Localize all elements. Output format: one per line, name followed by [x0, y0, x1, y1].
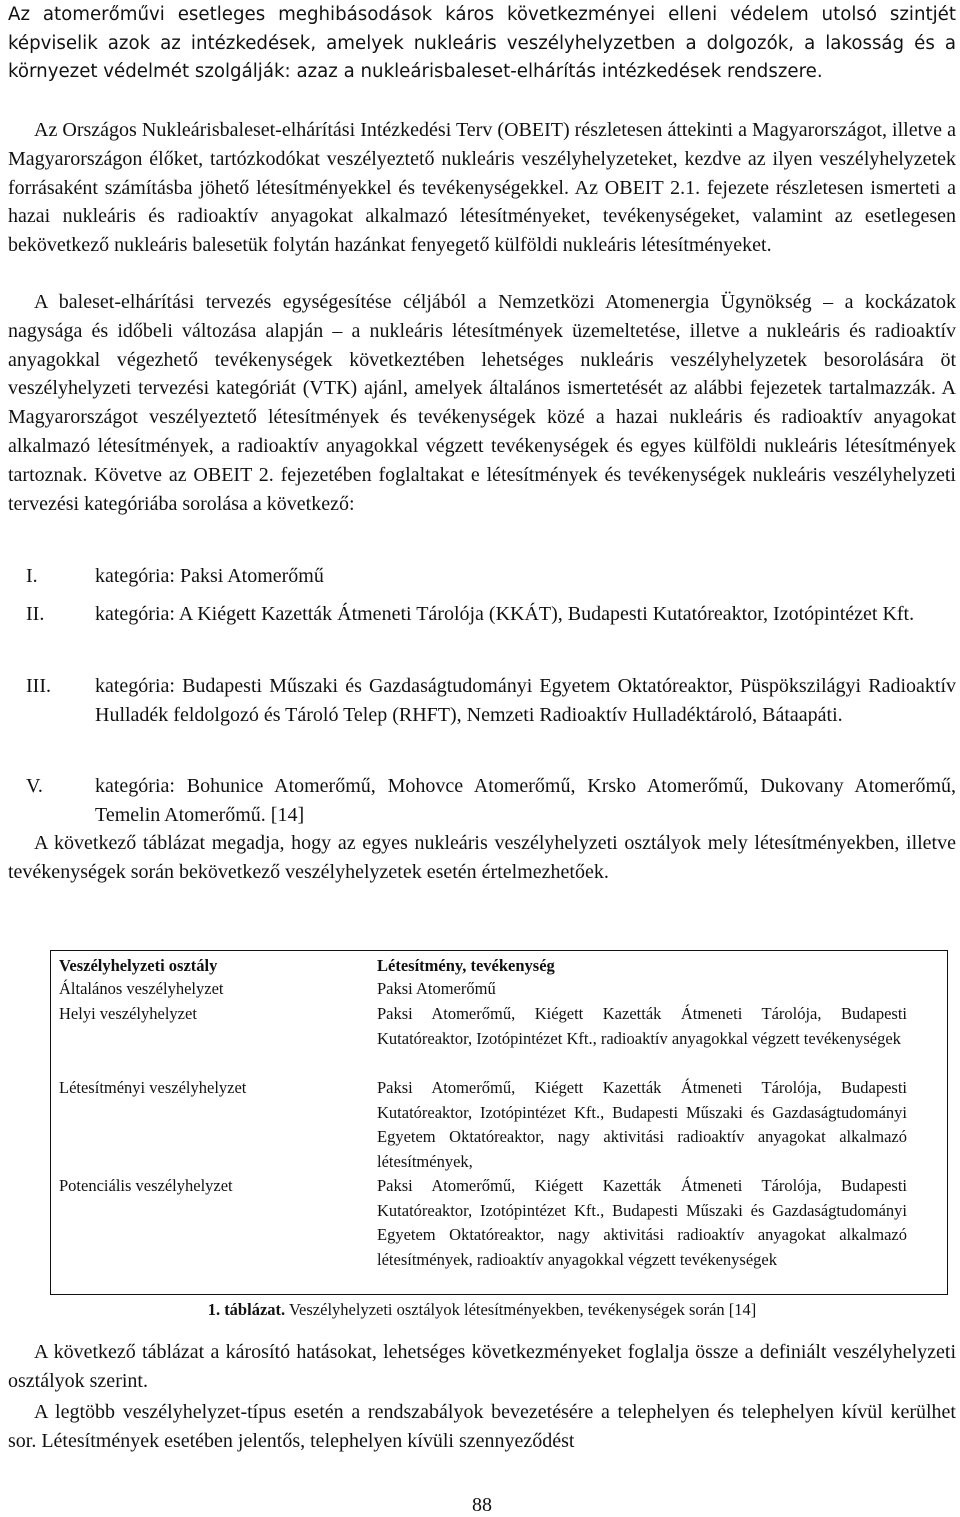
table-caption-label: 1. táblázat.	[207, 1300, 286, 1319]
category-number: I.	[26, 565, 38, 587]
table-cell-facility: Paksi Atomerőmű, Kiégett Kazetták Átmeneti Tárolója, Budapesti Kutatóreaktor, Izotópintézet Kft., Budapesti Műszaki és Gazdaságtudományi Egyetem Oktatóreaktor, nagy aktivitási radioaktív anyagokat alkalmazó létesítmények, radioaktív anyagokkal végzett tevékenységek	[377, 1176, 907, 1269]
paragraph-intro: Az atomerőművi esetleges meghibásodások káros következményei elleni védelem utolsó szintjét képviselik azok az intézkedések, amelyek nukleáris veszélyhelyzetben a dolgozók, a lakosság és a környezet védelmét szolgálják: azaz a nukleárisbaleset-elhárítás intézkedések rendszere.	[8, 4, 956, 83]
table-cell-class: Helyi veszélyhelyzet	[59, 1004, 197, 1023]
table-caption	[8, 1300, 956, 1320]
page-number: 88	[472, 1494, 492, 1516]
category-text: kategória: A Kiégett Kazetták Átmeneti Tárolója (KKÁT), Budapesti Kutatóreaktor, Izotópintézet Kft.	[95, 603, 915, 625]
category-number: V.	[26, 775, 43, 797]
category-text: kategória: Paksi Atomerőmű	[95, 565, 324, 587]
category-text: kategória: Budapesti Műszaki és Gazdaságtudományi Egyetem Oktatóreaktor, Püspökszilágyi Radioaktív Hulladék feldolgozó és Tároló Telep (RHFT), Nemzeti Radioaktív Hulladéktároló, Bátaapáti.	[95, 675, 956, 726]
table-cell-facility: Paksi Atomerőmű, Kiégett Kazetták Átmeneti Tárolója, Budapesti Kutatóreaktor, Izotópintézet Kft., Budapesti Műszaki és Gazdaságtudományi Egyetem Oktatóreaktor, nagy aktivitási radioaktív anyagokat alkalmazó létesítmények,	[377, 1078, 907, 1171]
table-cell-class: Létesítményi veszélyhelyzet	[59, 1078, 247, 1097]
table-header-facility: Létesítmény, tevékenység	[377, 956, 555, 975]
table-cell-facility: Paksi Atomerőmű, Kiégett Kazetták Átmeneti Tárolója, Budapesti Kutatóreaktor, Izotópintézet Kft., radioaktív anyagokkal végzett tevékenységek	[377, 1004, 907, 1048]
emergency-class-table	[50, 950, 948, 1295]
table-cell-class: Általános veszélyhelyzet	[59, 979, 224, 998]
table-cell-facility: Paksi Atomerőmű	[377, 979, 496, 998]
table-header-class: Veszélyhelyzeti osztály	[59, 956, 218, 975]
paragraph-obeit: Az Országos Nukleárisbaleset-elhárítási Intézkedési Terv (OBEIT) részletesen áttekinti a Magyarországot, illetve a Magyarországon élőket, tartózkodókat veszélyeztető nukleáris veszélyhelyzeteket, kezdve az ilyen veszélyhelyzetek forrásaként számításba jöhető létesítményekkel és tevékenységekkel. Az OBEIT 2.1. fejezete részletesen ismerteti a hazai nukleáris és radioaktív anyagokat alkalmazó létesítményeket, tevékenységeket, valamint az esetlegesen bekövetkező nukleáris balesetük folytán hazánkat fenyegető külföldi nukleáris létesítményeket.	[8, 119, 956, 257]
paragraph-table-intro: A következő táblázat megadja, hogy az egyes nukleáris veszélyhelyzeti osztályok mely létesítményekben, illetve tevékenységek során bekövetkező veszélyhelyzetek esetén értelmezhetőek.	[8, 832, 956, 883]
table-cell-class: Potenciális veszélyhelyzet	[59, 1176, 233, 1195]
paragraph-measures: A legtöbb veszélyhelyzet-típus esetén a rendszabályok bevezetésére a telephelyen és telephelyen kívül kerülhet sor. Létesítmények esetében jelentős, telephelyen kívüli szennyeződést	[8, 1401, 956, 1452]
category-number: II.	[26, 603, 45, 625]
table-caption-text: Veszélyhelyzeti osztályok létesítményekben, tevékenységek során [14]	[285, 1300, 757, 1319]
paragraph-planning: A baleset-elhárítási tervezés egységesítése céljából a Nemzetközi Atomenergia Ügynökség – a kockázatok nagysága és időbeli változása alapján – a nukleáris létesítmények üzemeltetése, illetve a nukleáris és radioaktív anyagokkal végezhető tevékenységek következtében lehetséges nukleáris veszélyhelyzetek besorolására öt veszélyhelyzeti tervezési kategóriát (VTK) ajánl, amelyek általános ismertetését az alábbi fejezetek tartalmazzák. A Magyarországot veszélyeztető létesítmények és tevékenységek közé a hazai nukleáris és radioaktív anyagokat alkalmazó létesítmények, a radioaktív anyagokkal végzett tevékenységek és egyes külföldi nukleáris létesítmények tartoznak. Követve az OBEIT 2. fejezetében foglaltakat e létesítmények és tevékenységek nukleáris veszélyhelyzeti tervezési kategóriába sorolása a következő:	[8, 291, 956, 515]
category-number: III.	[26, 675, 51, 697]
paragraph-next-table: A következő táblázat a károsító hatásokat, lehetséges következményeket foglalja össze a definiált veszélyhelyzeti osztályok szerint.	[8, 1341, 956, 1392]
category-text: kategória: Bohunice Atomerőmű, Mohovce Atomerőmű, Krsko Atomerőmű, Dukovany Atomerőmű, Temelin Atomerőmű. [14]	[95, 775, 956, 826]
